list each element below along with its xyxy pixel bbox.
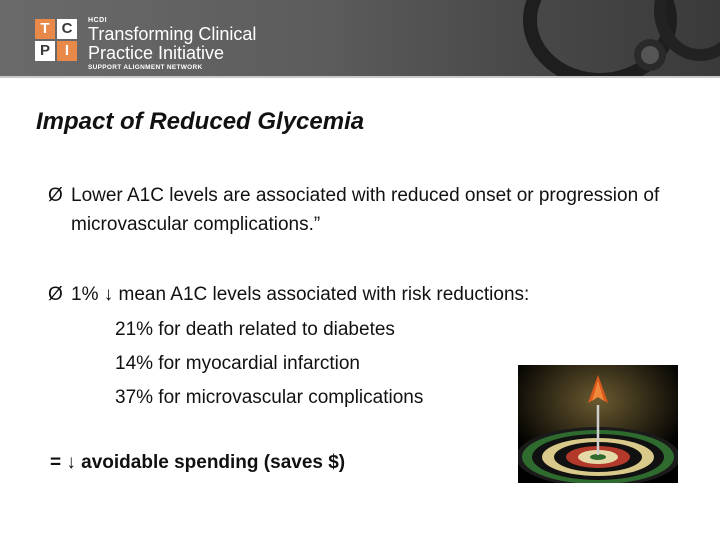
bullet-text: 1% ↓ mean A1C levels associated with risk reductions: xyxy=(71,284,530,305)
dartboard-icon xyxy=(518,365,678,483)
dartboard-photo xyxy=(518,365,678,483)
brand-text xyxy=(88,17,256,72)
bullet-arrow-icon: Ø xyxy=(48,284,63,305)
logo-letter-c: C xyxy=(57,19,77,39)
logo-letter-t: T xyxy=(35,19,55,39)
list-item: 37% for microvascular complications xyxy=(115,387,424,408)
bullet-arrow-icon: Ø xyxy=(48,185,63,206)
stethoscope-illustration xyxy=(400,0,720,76)
summary-line: = ↓ avoidable spending (saves $) xyxy=(50,452,346,473)
brand-subtitle: SUPPORT ALIGNMENT NETWORK xyxy=(88,64,203,71)
slide-title: Impact of Reduced Glycemia xyxy=(36,108,365,135)
brand-small-label: HCDI xyxy=(88,17,108,24)
risk-reduction-list xyxy=(115,313,423,415)
brand-line-2: Practice Initiative xyxy=(88,43,225,63)
tcpi-logo xyxy=(35,19,81,65)
list-item: 14% for myocardial infarction xyxy=(115,353,360,374)
logo-letter-p: P xyxy=(35,41,55,61)
logo-letter-i: I xyxy=(57,41,77,61)
bullet-text: Lower A1C levels are associated with reduced onset or progression of microvascular complications.” xyxy=(71,185,660,235)
header-divider xyxy=(0,76,720,78)
list-item: 21% for death related to diabetes xyxy=(115,319,395,340)
brand-line-1: Transforming Clinical xyxy=(88,24,257,44)
header-banner xyxy=(0,0,720,76)
